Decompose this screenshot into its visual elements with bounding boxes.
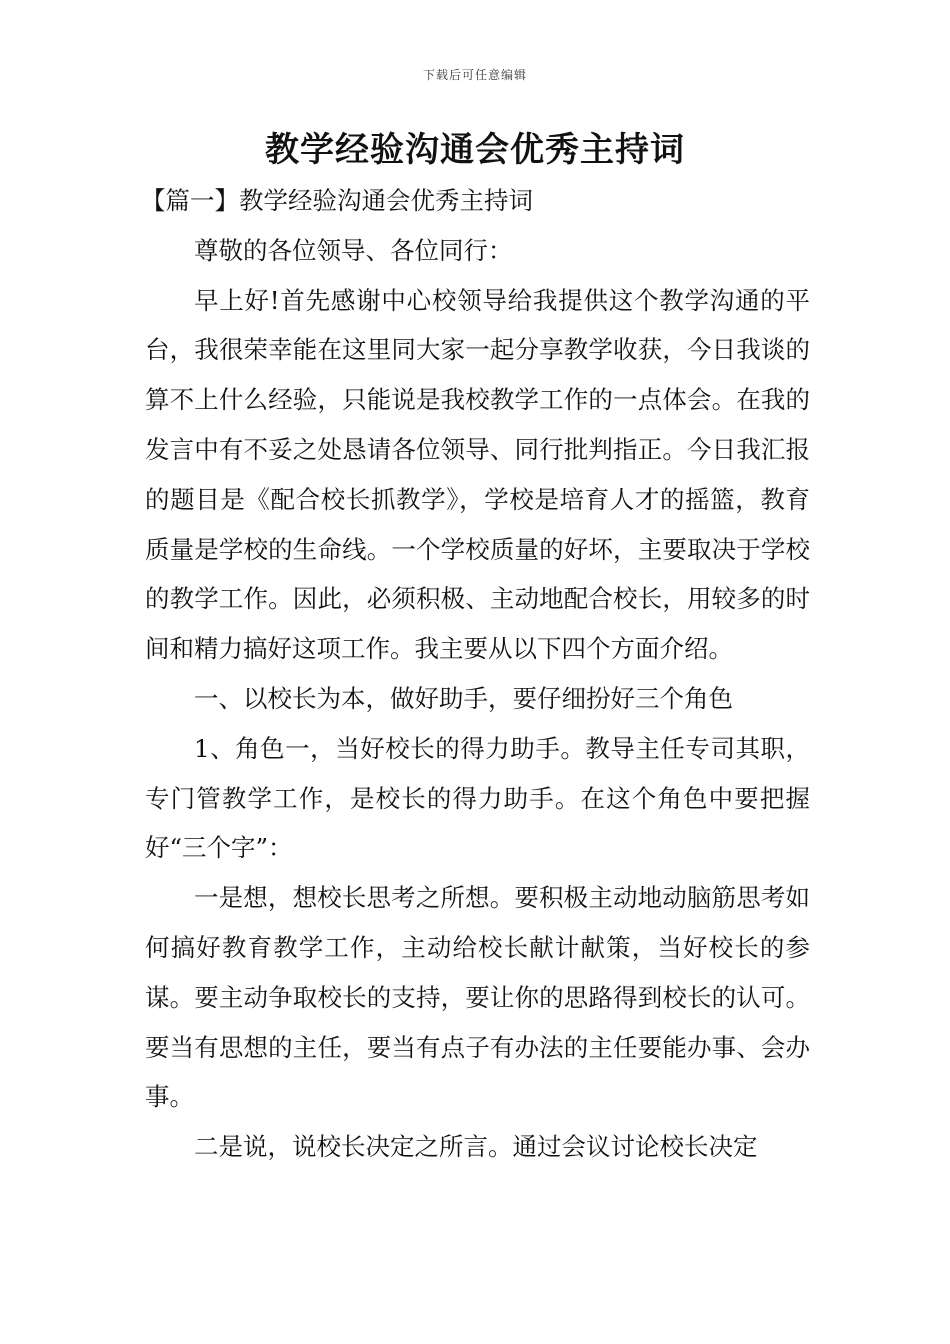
paragraph: 早上好!首先感谢中心校领导给我提供这个教学沟通的平台，我很荣幸能在这里同大家一起分享教学收获，今日我谈的算不上什么经验，只能说是我校教学工作的一点体会。在我的发言中有不妥之处恳请各位领导、同行批判指正。今日我汇报的题目是《配合校长抓教学》，学校是培育人才的摇篮，教育质量是学校的生命线。一个学校质量的好坏，主要取决于学校的教学工作。因此，必须积极、主动地配合校长，用较多的时间和精力搞好这项工作。我主要从以下四个方面介绍。 bbox=[145, 285, 810, 664]
document-title: 教学经验沟通会优秀主持词 bbox=[265, 130, 685, 170]
paragraph: 二是说，说校长决定之所言。通过会议讨论校长决定 bbox=[194, 1132, 758, 1162]
paragraph: 一、以校长为本，做好助手，要仔细扮好三个角色 bbox=[194, 683, 733, 713]
document-body bbox=[141, 176, 810, 1172]
paragraph: 尊敬的各位领导、各位同行： bbox=[194, 235, 513, 265]
section-heading: 【篇一】教学经验沟通会优秀主持词 bbox=[141, 186, 533, 215]
paragraph: 一是想，想校长思考之所想。要积极主动地动脑筋思考如何搞好教育教学工作，主动给校长献计献策，当好校长的参谋。要主动争取校长的支持，要让你的思路得到校长的认可。要当有思想的主任，要当有点子有办法的主任要能办事、会办事。 bbox=[145, 883, 810, 1112]
paragraph: 1、角色一，当好校长的得力助手。教导主任专司其职，专门管教学工作，是校长的得力助手。在这个角色中要把握好“三个字”： bbox=[145, 733, 810, 863]
header-note: 下载后可任意编辑 bbox=[422, 68, 527, 82]
